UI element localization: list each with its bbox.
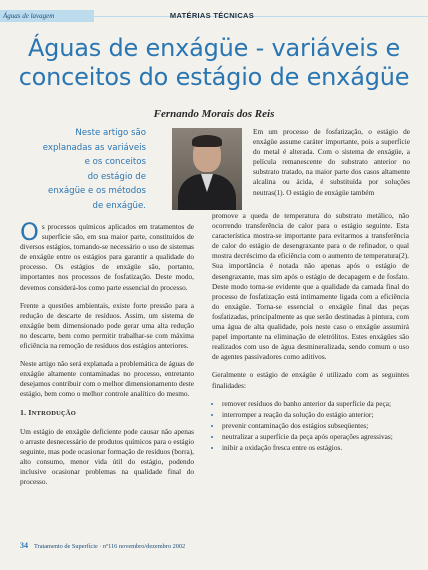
- section-heading: 1. INTRODUÇÃO: [20, 407, 77, 417]
- paragraph: Frente a questões ambientais, existe forte pressão para a redução de descarte de resíduos. Assim, um sistema de enxágüe bem dimensionado pode gerar uma alta redução no descarte, bem como permitir trabalhar-se com máxima eficiência na remoção de resíduos dos estágios anteriores.: [20, 300, 194, 351]
- page-number: 34: [20, 541, 28, 550]
- paragraph: Em um processo de fosfatização, o estágio de enxágüe assume caráter importante, pois a superfície do metal é alterada. Com o sistema de enxágüe, a película remanescente do substrato anterior no substrato tratado, na maior parte dos casos altamente alcalina ou ácida, é substituída por soluções neutras(1). O estágio de enxágüe também: [253, 127, 410, 197]
- intro-blurb: [0, 126, 146, 213]
- title-line-2: conceitos do estágio de enxágüe: [18, 63, 410, 91]
- section-tag: Águas de lavagem: [0, 10, 94, 22]
- intro-line: e os conceitos: [84, 157, 146, 167]
- paragraph: Neste artigo não será explanada a problemática de águas de enxágüe altamente contaminadas no processo, entretanto desejamos contribuir com o melhor dimensionamento deste estágio, bem como o melhor controle analítico do mesmo.: [20, 359, 194, 399]
- intro-line: de enxágüe.: [92, 200, 146, 211]
- intro-line: enxágüe e os métodos: [48, 186, 146, 196]
- drop-cap: O: [20, 218, 39, 246]
- author-photo: [172, 128, 242, 210]
- list-item: • interromper a reação da solução do estágio anterior;: [222, 410, 409, 420]
- footer-text: Tratamento de Superfície · nº116 novembro/dezembro 2002: [34, 543, 186, 550]
- intro-line: explanadas as variáveis: [42, 142, 146, 153]
- section-title: MATÉRIAS TÉCNICAS: [169, 11, 255, 20]
- page-footer: [20, 541, 360, 550]
- paragraph: Um estágio de enxágüe deficiente pode causar não apenas o arraste desnecessário de produtos químicos para o estágio seguinte, mas pode ocasionar formação de resíduos (borra), alto consumo, menor vida útil do estágio, podendo inclusive ocasionar problemas na qualidade final do processo.: [20, 426, 194, 487]
- page-header: [0, 10, 428, 22]
- list-item: • prevenir contaminação dos estágios subseqüentes;: [222, 421, 409, 431]
- right-column: [212, 211, 409, 454]
- author-byline: Fernando Morais dos Reis: [153, 108, 275, 120]
- list-item: • inibir a oxidação fresca entre os estágios.: [222, 443, 409, 453]
- right-column-top: [253, 127, 410, 206]
- list-item: • neutralizar a superfície da peça após operações agressivas;: [222, 432, 409, 442]
- paragraph: Os processos químicos aplicados em tratamentos de superfície são, em sua maior parte, constituídos de diversos estágios, tornando-se necessário o uso de sistemas de enxágüe entre os estágios para garantir a qualidade do processo. Os estágios de enxágüe são, portanto, importantes nos processos de fosfatização. Deste modo, devemos considerá-los como parte essencial do processo.: [20, 218, 194, 292]
- paragraph: Geralmente o estágio de enxágüe é utilizado com as seguintes finalidades:: [212, 370, 409, 390]
- paragraph: promove a queda de temperatura do substrato metálico, não ocorrendo transferência de calor para o estágio seguinte. Esta característica mostra-se importante para evitarmos a transferência de calor do estágio de desengraxante para o de refinador, o qual mostra decréscimo da eficiência com o aumento de temperatura(2). Sua importância é notada não apenas após o estágio de desengraxante, mas sim após o estágio de decapagem e de fosfato. Deste modo torna-se evidente que a qualidade da camada final do processo de fosfatização está intimamente ligada com a eficiência do enxágüe. Torna-se essencial o enxágüe final das peças fosfatizadas, principalmente as que serão destinadas à pintura, com uma água de alta qualidade, pois neste caso o enxágüe assumirá papel importante na eliminação de eletrólitos. Estes enxágües são realizados com uso de água desmineralizada, sendo comum o uso de agentes passivadores como aditivos.: [212, 211, 409, 362]
- list-item: • remover resíduos do banho anterior da superfície da peça;: [222, 399, 409, 409]
- article-title: [0, 34, 428, 92]
- intro-line: do estágio de: [87, 171, 146, 182]
- bullet-list: [212, 399, 409, 453]
- left-column: [20, 218, 194, 495]
- title-line-1: Águas de enxágüe - variáveis e: [27, 34, 401, 62]
- intro-line: Neste artigo são: [75, 128, 146, 138]
